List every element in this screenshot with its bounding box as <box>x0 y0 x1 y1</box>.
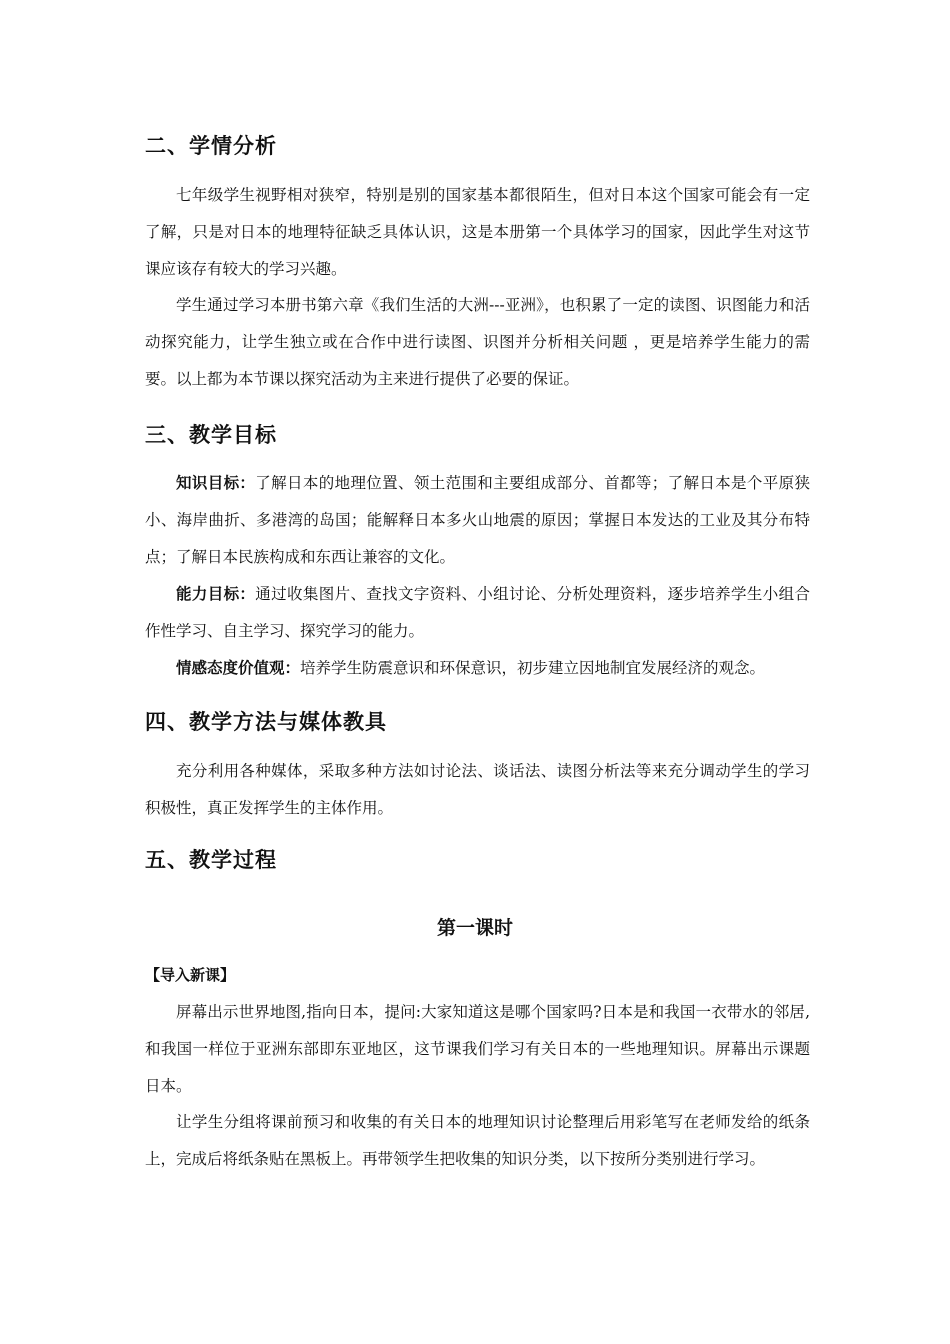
paragraph-knowledge-goal <box>145 465 810 576</box>
intro-label: 【导入新课】 <box>145 966 236 984</box>
paragraph-emotion-goal <box>145 650 825 687</box>
ability-goal-text: 通过收集图片、查找文字资料、小组讨论、分析处理资料，逐步培养学生小组合作性学习、自主学习、探究学习的能力。 <box>145 585 810 640</box>
knowledge-goal-label: 知识目标： <box>176 474 256 492</box>
paragraph-learner-analysis-1: 七年级学生视野相对狭窄，特别是别的国家基本都很陌生，但对日本这个国家可能会有一定了解，只是对日本的地理特征缺乏具体认识，这是本册第一个具体学习的国家，因此学生对这节课应该存有较大的学习兴趣。 <box>145 186 810 278</box>
ability-goal-label: 能力目标： <box>176 585 256 603</box>
knowledge-goal-text: 了解日本的地理位置、领土范围和主要组成部分、首都等；了解日本是个平原狭小、海岸曲折、多港湾的岛国；能解释日本多火山地震的原因；掌握日本发达的工业及其分布特点；了解日本民族构成和东西让兼容的文化。 <box>145 474 810 566</box>
section-heading-learner-analysis: 二、学情分析 <box>145 134 277 158</box>
section-heading-teaching-process: 五、教学过程 <box>145 848 277 872</box>
paragraph-intro-1: 屏幕出示世界地图,指向日本，提问:大家知道这是哪个国家吗?日本是和我国一衣带水的邻居,和我国一样位于亚洲东部即东亚地区，这节课我们学习有关日本的一些地理知识。屏幕出示课题日本。 <box>145 1003 810 1095</box>
paragraph-teaching-methods: 充分利用各种媒体，采取多种方法如讨论法、谈话法、读图分析法等来充分调动学生的学习积极性，真正发挥学生的主体作用。 <box>145 762 810 817</box>
paragraph-intro-2: 让学生分组将课前预习和收集的有关日本的地理知识讨论整理后用彩笔写在老师发给的纸条上，完成后将纸条贴在黑板上。再带领学生把收集的知识分类，以下按所分类别进行学习。 <box>145 1113 810 1168</box>
emotion-goal-label: 情感态度价值观： <box>176 659 301 677</box>
emotion-goal-text: 培养学生防震意识和环保意识，初步建立因地制宜发展经济的观念。 <box>300 659 766 677</box>
section-heading-teaching-methods: 四、教学方法与媒体教具 <box>145 710 387 734</box>
lesson-title: 第一课时 <box>436 917 513 939</box>
section-heading-teaching-goals: 三、教学目标 <box>145 423 277 447</box>
paragraph-learner-analysis-2: 学生通过学习本册书第六章《我们生活的大洲---亚洲》，也积累了一定的读图、识图能力和活动探究能力，让学生独立或在合作中进行读图、识图并分析相关问题 ，更是培养学生能力的需要。以上都为本节课以探究活动为主来进行提供了必要的保证。 <box>145 296 810 388</box>
paragraph-ability-goal <box>145 576 810 650</box>
